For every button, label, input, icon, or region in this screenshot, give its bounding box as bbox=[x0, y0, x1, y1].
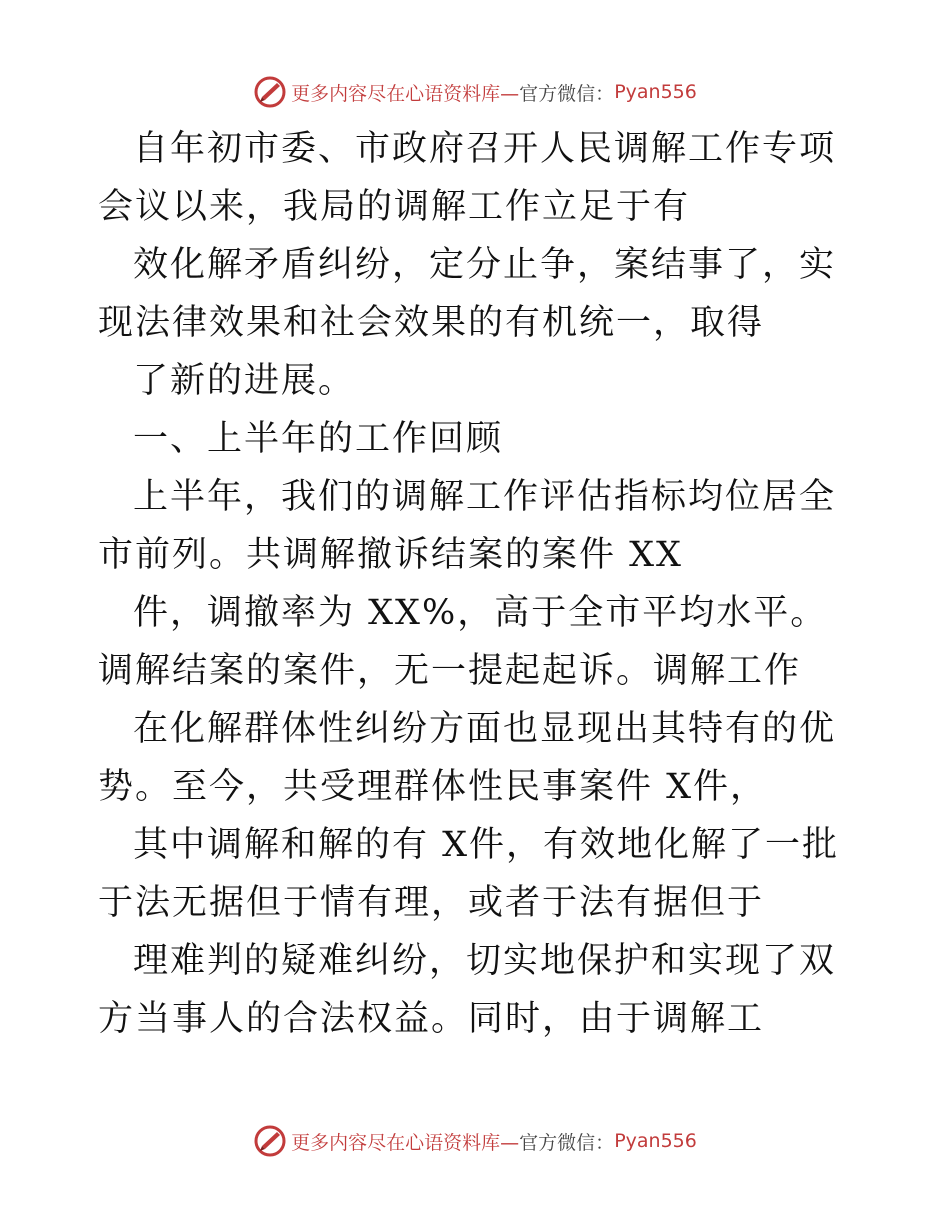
paragraph-2: 效化解矛盾纠纷，定分止争，案结事了，实现法律效果和社会效果的有机统一，取得 bbox=[98, 245, 837, 343]
book-pen-icon bbox=[253, 75, 287, 109]
book-pen-icon bbox=[253, 1124, 287, 1158]
banner-site-text: 更多内容尽在心语资料库— bbox=[291, 1131, 520, 1154]
banner-wechat-id: Pyan556 bbox=[614, 1130, 697, 1152]
section-heading: 一、上半年的工作回顾 bbox=[133, 419, 504, 459]
banner-wechat-label: 官方微信： bbox=[519, 82, 615, 105]
banner-site-text: 更多内容尽在心语资料库— bbox=[291, 82, 520, 105]
document-body bbox=[98, 120, 858, 1048]
paragraph-8: 其中调解和解的有 X件，有效地化解了一批于法无据但于情有理，或者于法有据但于 bbox=[98, 825, 840, 923]
footer-watermark bbox=[0, 1121, 950, 1161]
paragraph-7: 在化解群体性纠纷方面也显现出其特有的优势。至今，共受理群体性民事案件 X件， bbox=[98, 709, 837, 807]
paragraph-3: 了新的进展。 bbox=[133, 361, 356, 401]
banner-wechat-id: Pyan556 bbox=[614, 81, 697, 103]
paragraph-9: 理难判的疑难纠纷，切实地保护和实现了双方当事人的合法权益。同时，由于调解工 bbox=[98, 941, 837, 1039]
banner-wechat-label: 官方微信： bbox=[519, 1131, 615, 1154]
header-watermark bbox=[0, 72, 950, 112]
paragraph-1: 自年初市委、市政府召开人民调解工作专项会议以来，我局的调解工作立足于有 bbox=[98, 129, 837, 227]
paragraph-6: 件，调撤率为 XX%，高于全市平均水平。调解结案的案件，无一提起起诉。调解工作 bbox=[98, 593, 828, 691]
paragraph-5: 上半年，我们的调解工作评估指标均位居全市前列。共调解撤诉结案的案件 XX bbox=[98, 477, 837, 575]
